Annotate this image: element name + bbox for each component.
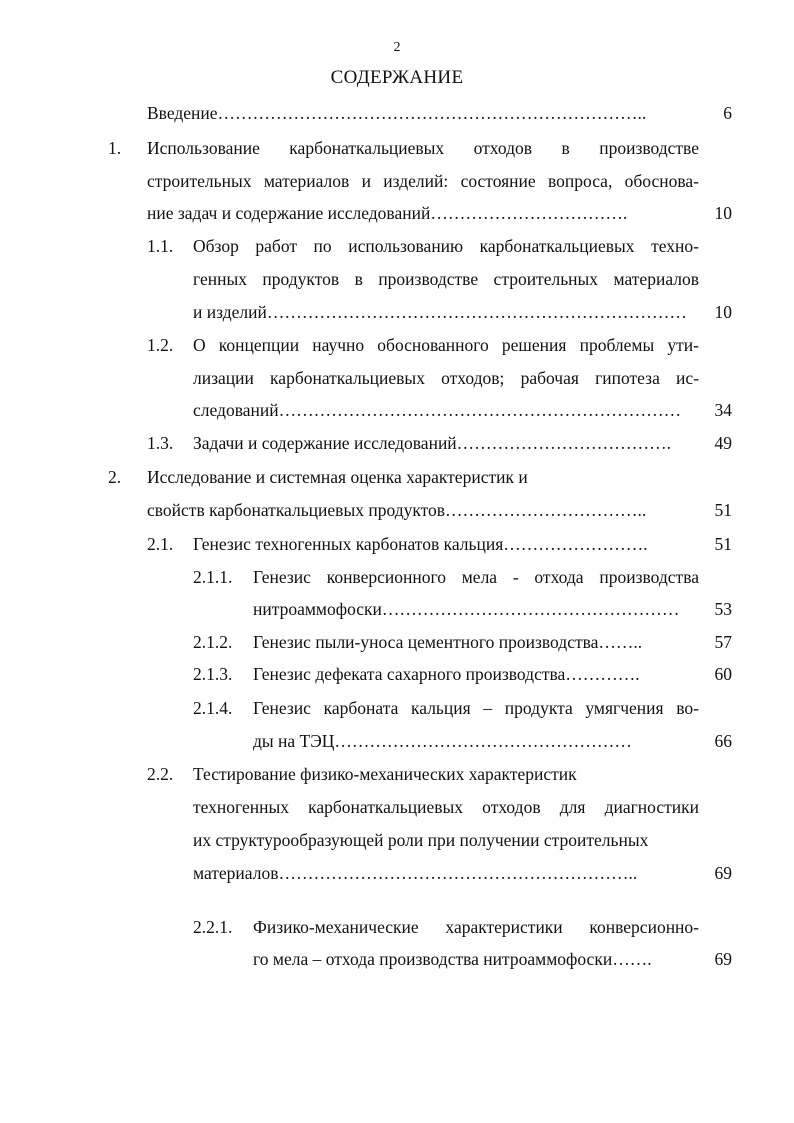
toc-entry-text: Исследование и системная оценка характеристик и	[147, 467, 528, 487]
toc-entry-text: лизации карбонаткальциевых отходов; рабочая гипотеза ис-	[193, 368, 699, 388]
toc-entry-number: 2.1.	[147, 534, 174, 554]
toc-entry-text: материалов……………………………………………………..	[193, 863, 638, 883]
toc-entry-number: 2.2.	[147, 764, 174, 784]
toc-page-number: 69	[714, 949, 732, 969]
toc-entry-text: Генезис техногенных карбонатов кальция…………………….	[193, 534, 648, 554]
toc-entry-number: 1.	[108, 138, 122, 158]
toc-page-number: 51	[714, 500, 732, 520]
toc-entry-text: Генезис карбоната кальция – продукта умягчения во-	[253, 698, 699, 718]
toc-entry-number: 2.2.1.	[193, 917, 233, 937]
toc-entry-text: их структурообразующей роли при получении строительных	[193, 830, 649, 850]
toc-entry-text: и изделий………………………………………………………………	[193, 302, 687, 322]
toc-entry-text: Обзор работ по использованию карбонаткальциевых техно-	[193, 236, 699, 256]
toc-entry-text: нитроаммофоски……………………………………………	[253, 599, 680, 619]
toc-page-number: 66	[714, 731, 732, 751]
toc-entry-number: 1.3.	[147, 433, 174, 453]
toc-page-number: 53	[714, 599, 732, 619]
toc-entry-text: Физико-механические характеристики конверсионно-	[253, 917, 699, 937]
toc-entry-number: 2.	[108, 467, 122, 487]
toc-entry-text: строительных материалов и изделий: состояние вопроса, обоснова-	[147, 171, 699, 191]
toc-entry-number: 2.1.4.	[193, 698, 233, 718]
toc-page-number: 60	[714, 664, 732, 684]
toc-page-number: 51	[714, 534, 732, 554]
toc-entry-number: 1.2.	[147, 335, 174, 355]
toc-entry-text: ние задач и содержание исследований…………………………….	[147, 203, 628, 223]
toc-page-number: 6	[723, 103, 732, 123]
toc-entry-text: Введение………………………………………………………………..	[147, 103, 647, 123]
page-title: СОДЕРЖАНИЕ	[330, 67, 464, 88]
toc-entry-text: ды на ТЭЦ……………………………………………	[253, 731, 632, 751]
toc-entry-text: го мела – отхода производства нитроаммофоски…….	[253, 949, 652, 969]
toc-entry-text: Генезис дефеката сахарного производства………….	[253, 664, 640, 684]
toc-page-number: 69	[714, 863, 732, 883]
page-number: 2	[393, 40, 401, 55]
toc-entry-text: Задачи и содержание исследований……………………………….	[193, 433, 672, 453]
toc-entry-text: генных продуктов в производстве строительных материалов	[193, 269, 699, 289]
toc-entry-number: 2.1.2.	[193, 632, 233, 652]
toc-entry-text: Использование карбонаткальциевых отходов в производстве	[147, 138, 699, 158]
toc-entry-text: техногенных карбонаткальциевых отходов для диагностики	[193, 797, 699, 817]
toc-page-number: 57	[714, 632, 732, 652]
toc-page-number: 10	[714, 302, 732, 322]
toc-entry-number: 1.1.	[147, 236, 174, 256]
toc-entry-text: свойств карбонаткальциевых продуктов……………………………..	[147, 500, 647, 520]
toc-page-number: 49	[714, 433, 732, 453]
toc-entry-number: 2.1.3.	[193, 664, 233, 684]
toc-entry-text: следований……………………………………………………………	[193, 400, 682, 420]
toc-entry-text: Генезис конверсионного мела - отхода производства	[253, 567, 699, 587]
toc-entry-text: Тестирование физико-механических характеристик	[193, 764, 577, 784]
toc-page-number: 10	[714, 203, 732, 223]
toc-entry-number: 2.1.1.	[193, 567, 233, 587]
toc-entry-text: Генезис пыли-уноса цементного производства……..	[253, 632, 643, 652]
toc-page-number: 34	[714, 400, 732, 420]
toc-entry-text: О концепции научно обоснованного решения проблемы ути-	[193, 335, 699, 355]
